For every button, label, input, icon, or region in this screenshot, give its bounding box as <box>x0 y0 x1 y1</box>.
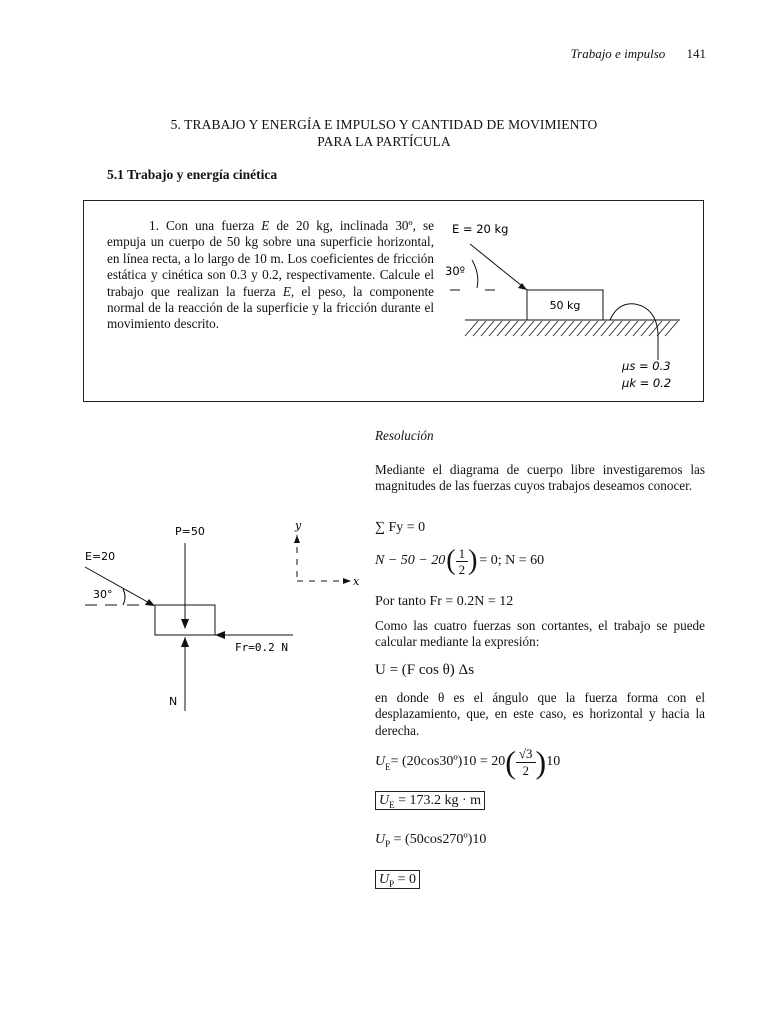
angle-label: 30º <box>445 264 466 278</box>
angle-30-label: 30° <box>93 588 113 601</box>
section-heading: 5.1 Trabajo y energía cinética <box>107 167 278 182</box>
mu-kinetic: μk = 0.2 <box>622 376 672 390</box>
friction-label: Fr=0.2 N <box>235 641 288 654</box>
equation-work-formula: U = (F cos θ) Δs <box>375 662 475 678</box>
equation-work-p: $U_P$ = (50cos270º)10 <box>375 832 487 849</box>
problem-statement: 1. Con una fuerza E de 20 kg, inclinada 30º, se empuja un cuerpo de 50 kg sobre una superficie horizontal, en línea recta, a lo largo de 10 m. Los coeficientes de fricción estática y cinética son 0.3 y 0.2, respectivamente. Calcule el trabajo que realizan la fuerza E, el peso, la componente normal de la reacción de la superficie y la fricción durante el movimiento descrito. <box>107 218 434 332</box>
force-label: E = 20 kg <box>452 222 509 236</box>
equation-normal: N − 50 − 20 ( 1 2 ) = 0; N = 60 <box>375 545 545 577</box>
equation-work-e: U $_E$ = (20cos30º)10 = 20 ( √3 2 ) 10 <box>375 744 561 781</box>
equation-friction: Por tanto Fr = 0.2N = 12 <box>375 594 514 609</box>
block-label: 50 kg <box>549 299 581 312</box>
mu-static: μs = 0.3 <box>622 359 671 373</box>
ground-hatching <box>465 321 678 336</box>
result-work-e: $U_E = 173.2$ kg · m <box>375 793 485 810</box>
resolution-title: Resolución <box>375 428 434 443</box>
x-axis-label: x <box>353 575 360 588</box>
result-work-p: $U_P = 0$ <box>375 872 420 889</box>
resolution-work-text: Como las cuatro fuerzas son cortantes, el trabajo se puede calcular mediante la expresión: <box>375 618 705 650</box>
normal-label: N <box>169 695 178 708</box>
header-title: Trabajo e impulso <box>570 46 666 61</box>
resolution-angle-text: en donde θ es el ángulo que la fuerza forma con el desplazamiento, que, en este caso, es horizontal y hacia la derecha. <box>375 690 705 738</box>
problem-figure <box>430 208 692 398</box>
chapter-title-line2: PARA LA PARTÍCULA <box>317 134 451 149</box>
chapter-title-line1: 5. TRABAJO Y ENERGÍA E IMPULSO Y CANTIDAD DE MOVIMIENTO <box>170 117 598 132</box>
weight-label: P=50 <box>175 525 205 538</box>
y-axis-label: y <box>295 519 302 532</box>
equation-sum-fy: ∑ Fy = 0 <box>375 520 426 535</box>
chapter-title <box>0 116 768 150</box>
free-body-diagram <box>83 515 363 715</box>
running-header <box>571 46 706 62</box>
resolution-intro: Mediante el diagrama de cuerpo libre investigaremos las magnitudes de las fuerzas cuyos trabajos deseamos conocer. <box>375 462 705 494</box>
force-e-label: E=20 <box>85 550 116 563</box>
page-number: 141 <box>686 46 706 61</box>
